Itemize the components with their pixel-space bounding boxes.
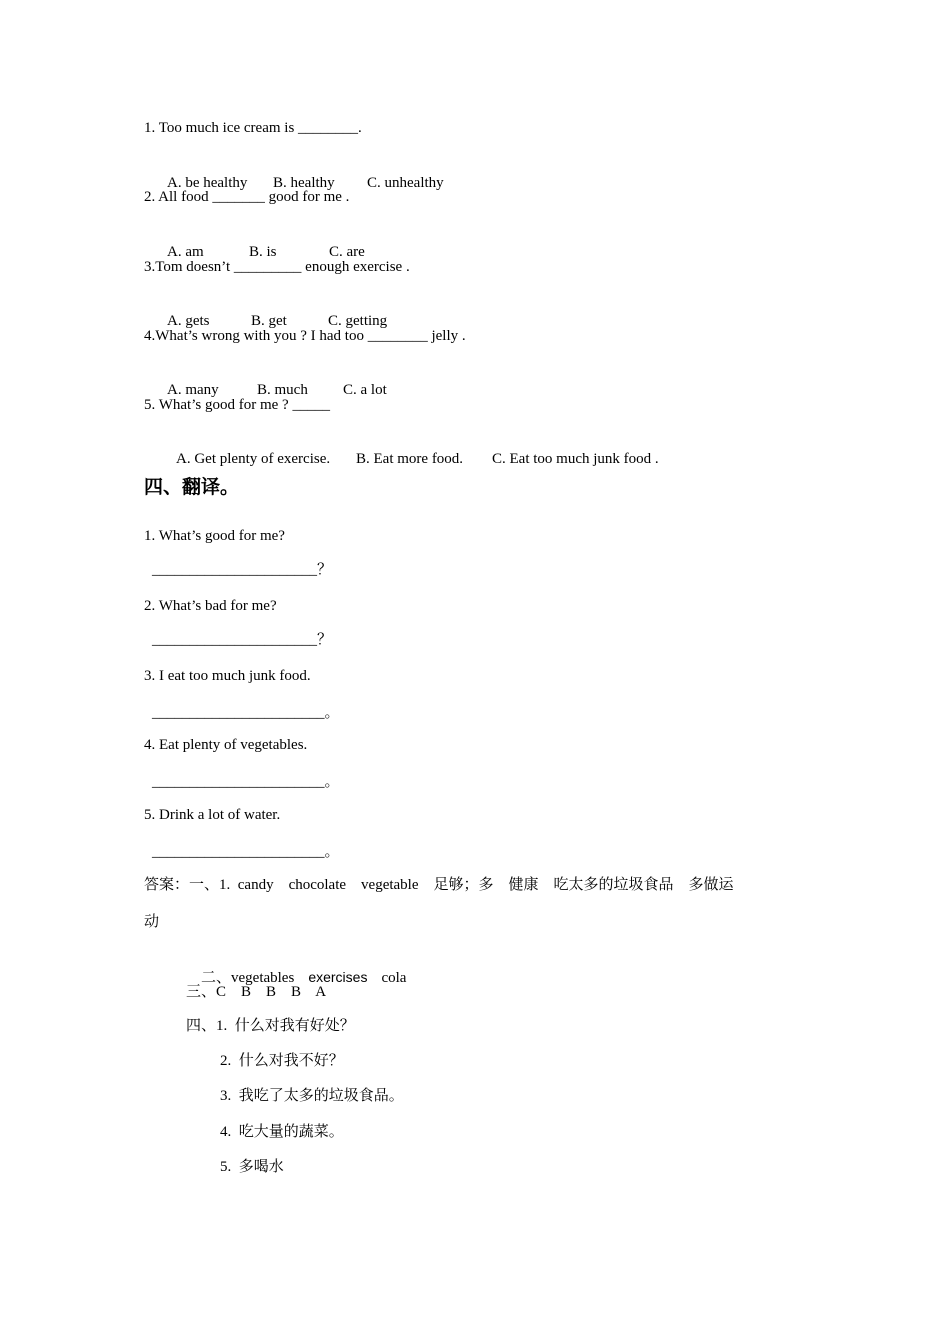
- answers-part-4-1: 四、1. 什么对我有好处？: [186, 1018, 355, 1034]
- option-a: A. many: [167, 382, 219, 398]
- option-c: C. unhealthy: [367, 175, 444, 191]
- question-1-stem: 1. Too much ice cream is ________.: [144, 120, 362, 136]
- translation-2-sentence: 2. What’s bad for me?: [144, 598, 277, 614]
- translation-3-blank[interactable]: _______________________。: [152, 705, 340, 721]
- answers-part-4-5: 5. 多喝水: [220, 1159, 284, 1175]
- translation-5-sentence: 5. Drink a lot of water.: [144, 807, 281, 823]
- answers-part-4-4: 4. 吃大量的蔬菜。: [220, 1124, 344, 1140]
- answers-part-2-prefix: 二、vegetables: [201, 970, 295, 986]
- option-c: C. a lot: [343, 382, 387, 398]
- option-b: B. Eat more food.: [356, 451, 464, 467]
- option-b: B. get: [251, 313, 287, 329]
- translation-4-sentence: 4. Eat plenty of vegetables.: [144, 737, 308, 753]
- option-c: C. Eat too much junk food .: [492, 451, 659, 467]
- translation-3-sentence: 3. I eat too much junk food.: [144, 668, 311, 684]
- question-4-stem: 4.What’s wrong with you ? I had too ________ jelly .: [144, 328, 466, 344]
- option-a: A. gets: [167, 313, 210, 329]
- answers-part-4-2: 2. 什么对我不好？: [220, 1053, 344, 1069]
- translation-1-sentence: 1. What’s good for me?: [144, 528, 285, 544]
- option-a: A. am: [167, 244, 204, 260]
- option-b: B. is: [249, 244, 277, 260]
- question-2-stem: 2. All food _______ good for me .: [144, 189, 350, 205]
- option-a: A. Get plenty of exercise.: [176, 451, 331, 467]
- option-b: B. healthy: [273, 175, 335, 191]
- translation-5-blank[interactable]: _______________________。: [152, 844, 340, 860]
- option-c: C. are: [329, 244, 365, 260]
- answers-part-2-suffix: cola: [381, 970, 407, 986]
- translation-4-blank[interactable]: _______________________。: [152, 774, 340, 790]
- answers-line-1: 答案：一、1. candy chocolate vegetable 足够；多 健康 吃太多的垃圾食品 多做运: [144, 877, 734, 893]
- question-3-stem: 3.Tom doesn’t _________ enough exercise .: [144, 259, 410, 275]
- answers-line-1-wrap: 动: [144, 914, 160, 930]
- translation-2-blank[interactable]: ______________________？: [152, 632, 333, 648]
- option-c: C. getting: [328, 313, 388, 329]
- answers-part-2-mid: exercises: [308, 969, 368, 985]
- option-b: B. much: [257, 382, 308, 398]
- answers-part-3: 三、C B B B A: [186, 984, 327, 1000]
- section-heading: 四、翻译。: [144, 476, 240, 498]
- question-5-stem: 5. What’s good for me ? _____: [144, 397, 330, 413]
- option-a: A. be healthy: [167, 175, 248, 191]
- translation-1-blank[interactable]: ______________________？: [152, 562, 333, 578]
- answers-part-4-3: 3. 我吃了太多的垃圾食品。: [220, 1088, 404, 1104]
